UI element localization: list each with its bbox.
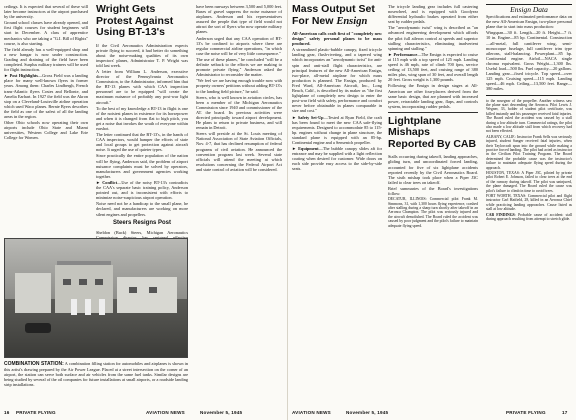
page-number: 16	[4, 410, 10, 415]
article-headline-ensign	[292, 4, 382, 27]
bullet-text: Use of the noisy BT-13's contradicts the CAA's separate basic training policy, Anderson pointed out, and is inconsistent with efforts to minimize noise-suspicious airport operation.	[96, 179, 188, 201]
bullet-heading: Equipment	[298, 146, 319, 152]
article-column-d	[292, 4, 382, 419]
paragraph: The field already has a well-equipped shop and a new hangar is now under construction. Grading and draining of the field have been completed. Surplus military trainers will be used for flight instruction.	[4, 46, 88, 73]
paragraph: ► Safety Set-Up—Tested at Ryan Field, the craft has been found to meet the new CAA safe-flying requirements. Designed to accommodate 85 to 115-hp. engines without change in plane structure, the standard plane is equipped with an 85-hp. Continental engine and a Sensenich propeller.	[292, 114, 382, 145]
deck-paragraph: All-American calls craft first of "completely new design" safety personal planes to be mass produced.	[292, 31, 382, 47]
paragraph: "We feel we are having enough trouble now with property owners' petitions without adding BT-13's to the landing field picture," he said.	[196, 78, 282, 94]
ensign-data-box	[486, 4, 572, 96]
photo-fuel-pump	[71, 299, 77, 315]
bullet-text: Gross Field was a landing place for many well-known flyers in former years. Among them: Charles Lindbergh, French trans-Atlantic flyers Costes and Bellonte, and Amelia Earhart. In 1927 the field was the Akron stop on a Cleveland-Louisville airline operation which used Waco planes. Bernie Byers describes the field as one of the safest of all the landing areas in the region.	[4, 73, 88, 119]
photo-window	[79, 279, 87, 285]
paragraph: have been runways between 3,500 and 5,000 feet. Bases of gravel suppress the noise nuisance of airplanes. Anderson and his representatives assured the people that type of field would not attract the sort of flyers who now operate military planes.	[196, 4, 282, 35]
paragraph: A streamlined plastic-bubble canopy, fixed tricycle landing gear, flush-riveting, and a tapered wing which incorporates an "aerodynamic twist" for anti-spin and anti-stall flight characteristics, are principal features of the new All-American Ensign, two-place, all-metal airplane for which mass production is planned. The Ensign, produced by Fred Ward, All-American Aircraft, Inc., Long Beach, Calif., is described by its maker as "the first lightplane of completely new design to enter the post-war field with safety, performance and comfort never before obtainable in planes comparable in size and cost."	[292, 47, 382, 114]
bullet-text: The Ensign is expected to cruise at 115 mph with a top speed of 125 mph. Landing speed is 46 mph, rate of climb 700 fpm, service ceiling of 13,500 feet, and cruising range of 380 miles plus, wing span of 30 feet, and overall length 20 feet. Gross weight is 1,300 pounds.	[388, 51, 478, 83]
bullet-text: Probable cause of accident: stall during approach resulting from attempt to stretch glide.	[486, 212, 572, 222]
paragraph: ► Performance—The Ensign is expected to cruise at 115 mph with a top speed of 125 mph. Landing speed is 46 mph, rate of climb 700 fpm, service ceiling of 13,500 feet, and cruising range of 380 miles plus, wing span of 30 feet, and overall length 20 feet. Gross weight is 1,300 pounds.	[388, 51, 478, 83]
photo-building	[117, 277, 177, 313]
paragraph: Brief summaries of the Board's investigations follow:	[388, 185, 478, 197]
paragraph: Steers, who is well known in aviation circles, has been a member of the Michigan Aeronautics Commission since 1940 and commissioner of the AT. the board. Its previous activities were directed principally toward airport development. He plans to return to private business, and will remain in Detroit.	[196, 94, 282, 131]
paragraph: Steers will preside at the St. Louis meeting of National Association of State Aviation Officials, Nov. 4-7, that has declined resumption of federal programs of civil aviation. He announced the convention program last week. Several state officials will attend the meeting at which resolutions concerning the Federal Airport Act and state control of aviation will be considered.	[196, 131, 282, 172]
paragraph: CAB FINDINGS: Probable cause of accident: stall during approach resulting from attempt to stretch glide.	[486, 212, 572, 222]
photo-building	[15, 273, 51, 313]
article-headline-mishaps: Lightplane Mishaps Reported By CAB	[388, 114, 477, 150]
specs-intro: Specifications and estimated performance data on the new All-American Ensign, two-place personal plane due to start into mass production:	[486, 14, 572, 30]
paragraph: to the nosegear of the propeller. Another witness saw the plane start descending the Aeronca. Pilot Lewis J. Wegner, 33, holder of student pilot certificate, was killed instantly and his passenger received fatal injuries. The Board ruled the accident was caused by a stall during a low altitude turn. Commercial ratings, the pilot also made a low altitude stall from which recovery had not been effected.	[486, 98, 572, 134]
page-number: 17	[562, 410, 568, 415]
headline-line: Mass Output Set	[292, 4, 375, 15]
footer-date: November 5, 1945	[200, 410, 243, 415]
paragraph: The use of these planes," he concluded "will be a definite setback to the efforts we are making to promote private flying." Anderson asked the Administrator to reconsider the matter.	[196, 56, 282, 78]
page-divider	[287, 0, 288, 420]
paragraph: Ground school classes have already opened, and first flight courses for student beginners will start in December. A class of apprentice mechanics who are taking a "G.I. Bill of Rights" course, is also starting.	[4, 20, 88, 46]
caption-text: A combination filling station for automobiles and airplanes is shown in this artist's drawing prepared by the Air Power League. Placed at a street intersection on the corner of an airport, the station can serve both surface and air vehicles from the same fuel tanks. Similar designs are being studied by several of the oil companies for future installations at small airports, or a roadside landing strip installations.	[4, 361, 189, 387]
paragraph: Since practically the entire population of the nation will be flying, Anderson said, the problem of airport nuisance complaints must be solved by operators, manufacturers and government agencies working together.	[96, 153, 188, 179]
article-column-a	[4, 4, 88, 236]
paragraph: A letter from William L. Anderson, executive director of the Pennsylvania Aeronautics Commission, to the Administrator, informed him that the BT-13 planes with which CAA inspection personnel are to be equipped "will create the maximum nuisance of probably any post-war light aircraft."	[96, 68, 188, 105]
photo-fuel-pump	[99, 299, 105, 315]
bullet-heading: Safety Set-Up	[297, 114, 324, 120]
paragraph: HOUSTON, TEXAS: A Piper J3C, piloted by private pilot Robert E. Johnson, failed to clear trees at the end of the runway during takeoff. The pilot was uninjured, the plane damaged. The Board ruled the cause was pilot's failure to climb in time to avoid trees.	[486, 171, 572, 193]
article-column-e	[388, 4, 478, 419]
footer-magazine: AVIATION NEWS	[146, 410, 185, 415]
paragraph: The tricycle landing gear includes full castering nosewheel, and is equipped with Goodyear differential hydraulic brakes operated from either seat by rudder pedals.	[388, 4, 478, 25]
headline-ensign-word: Ensign	[336, 15, 368, 27]
article-headline-wright: Wright Gets Protest Against Using BT-13's	[96, 4, 174, 38]
paragraph: Anderson urged that any CAA operation of BT-13's be confined to airports where there are regular commercial airline operations, "in which case the noise will be of very little consequence."	[196, 35, 282, 56]
bullet-heading: Conflict	[102, 179, 118, 185]
paragraph: Noise need not be a handicap to the small plane, he declared, and manufacturers are working on more silent engines and propellers.	[96, 201, 188, 217]
paragraph: ceilings. It is expected that several of these will later become instructors at the airport purchased by the university.	[4, 4, 88, 20]
photo-window	[149, 287, 157, 293]
headline-line: For New	[292, 14, 337, 27]
photo-window	[95, 279, 103, 285]
photo-window	[63, 279, 71, 285]
bullet-text: Tested at Ryan Field, the craft has been found to meet the new CAA safe-flying requirements. Designed to accommodate 85 to 115-hp. engines without change in plane structure, the standard plane is equipped with an 85-hp. Continental engine and a Sensenich propeller.	[292, 114, 382, 145]
bullet-heading: Performance	[393, 51, 418, 57]
paragraph: DECATUR, ILLINOIS: Commercial pilot Frank M. Simmons, 31, with 1,300 hours flying experience, crashed after stalling during a sharp turn shortly after takeoff in an Aeronca Champion. The pilot was seriously injured and the aircraft demolished. The Board ruled the accident was caused by poor judgment and the pilot's failure to maintain adequate flying speed.	[388, 197, 478, 228]
photo-fuel-pump	[85, 299, 91, 315]
photo-car	[25, 323, 51, 333]
paragraph: The "aerodynamic twist" wing is described as "an advanced engineering development which affords the pilot full aileron control at speeds and superior stalling characteristics, eliminating inadvertent spinning and stalling."	[388, 25, 478, 51]
paragraph: Following the Ensign in design stages at All-American are other four-placers derived from the same basic design, that are planned with increased power, retractable landing gear, flaps, and controls system, incorporating rudder pedals.	[388, 83, 478, 109]
paragraph: ► Post Highlights—Gross Field was a landing place for many well-known flyers in former years. Among them: Charles Lindbergh, French trans-Atlantic flyers Costes and Bellonte, and Amelia Earhart. In 1927 the field was the Akron stop on a Cleveland-Louisville airline operation which used Waco planes. Bernie Byers describes the field as one of the safest of all the landing areas in the region.	[4, 73, 88, 119]
paragraph: If the Civil Aeronautics Administration expects private flying to succeed, it had better do something about the noise-making qualities of its own inspectors' planes, Administrator T. P. Wright was told last week.	[96, 42, 188, 68]
article-column-c	[196, 4, 282, 419]
subhead-steers-resigns: Steers Resigns Post	[112, 219, 172, 226]
bullet-heading: Post Highlights	[9, 73, 38, 79]
paragraph: FORT WORTH, TEXAS: Commercial pilot and flight instructor Carl Hatfield, 28, killed in an Aeronca Chief while practicing landing approaches. Cause listed as stall at low altitude.	[486, 194, 572, 212]
paragraph: ► Equipment—The bubble canopy slides aft for entrance and may be supplied with a light reflection coating when desired for customer. Wide doors on each side provide easy access to the side-by-side seats.	[292, 146, 382, 172]
paragraph: Sheldon (Buck) Steers, Michigan Aeronautics	[96, 229, 188, 235]
paragraph: Stalls occurring during takeoff, landing approaches, gliding turn, and uncoordinated forced landing, accounted for five of six lightplane accidents reported recently by the Civil Aeronautics Board. The sixth mishap took place when a Piper J3C failed to clear trees on takeoff.	[388, 154, 478, 185]
section-rule	[388, 112, 478, 113]
bullet-text: The bubble canopy slides aft for entrance and may be supplied with a light reflection coating when desired for customer. Wide doors on each side provide easy access to the side-by-side seats.	[292, 146, 382, 172]
paragraph: ALBANY, CALIF.: Instructor Frank Sells was seriously injured, student Sanger received fatal injuries, when their Taylorcraft spun into the ground while making a practice forced landing. The pilot had acted as instructor in the Civilian Pilot Training Program. The Board determined the probable cause was the instructor's failure to maintain adequate flying speed during the approach.	[486, 134, 572, 170]
footer-section: PRIVATE FLYING	[506, 410, 546, 415]
footer-magazine: AVIATION NEWS	[292, 410, 331, 415]
photo-window	[129, 287, 137, 293]
paragraph: Other Ohio schools now operating their own airports include Ohio State and Miami universities, Western College and Lake Erie College for Women.	[4, 120, 88, 141]
article-column-f	[486, 4, 572, 419]
footer-section: PRIVATE FLYING	[16, 410, 56, 415]
bullet-heading: CAB FINDINGS	[486, 212, 515, 217]
paragraph: ► Conflict—Use of the noisy BT-13's contradicts the CAA's separate basic training policy, Anderson pointed out, and is inconsistent with efforts to minimize noise-suspicious airport operation.	[96, 179, 188, 201]
paragraph: The letter continued that the BT-13's, in the hands of CAA inspectors, would hamper the efforts of state and local groups to get protection against aircraft noise. It urged the use of quieter types.	[96, 132, 188, 153]
specs-list: Wingspan—30 ft. Length—20 ft. Height—7 ft. 10 in. Engine—85 hp. Continental. Construction—all-metal, full cantilever wing, semi-monocoque fuselage, full cantilever trim type ailerons, stall-balancing. Powerplant—85 hp. Continental engine. Airfoil—NACA single chroma equivalent. Gross Weight—1,300 lbs. Useful load—500 lbs. Fuel capacity—20 gallons. Landing gear—fixed tricycle. Top speed—over 125 mph. Cruising speed—115 mph. Landing speed—46 mph. Ceiling—13,500 feet. Range—380 miles.	[486, 30, 572, 92]
footer-date: November 5, 1945	[346, 410, 389, 415]
photo-caption	[4, 361, 188, 387]
caption-title: COMBINATION STATION:	[4, 361, 64, 367]
specs-title: Ensign Data	[510, 5, 548, 14]
combination-station-photo	[4, 238, 188, 358]
paragraph: To the best of my knowledge a BT-13 in flight is one of the noisiest planes in existence for its horsepower and when it is changed from flat to high pitch, you get a noise that invokes the wrath of everyone within earshot.	[96, 105, 188, 131]
